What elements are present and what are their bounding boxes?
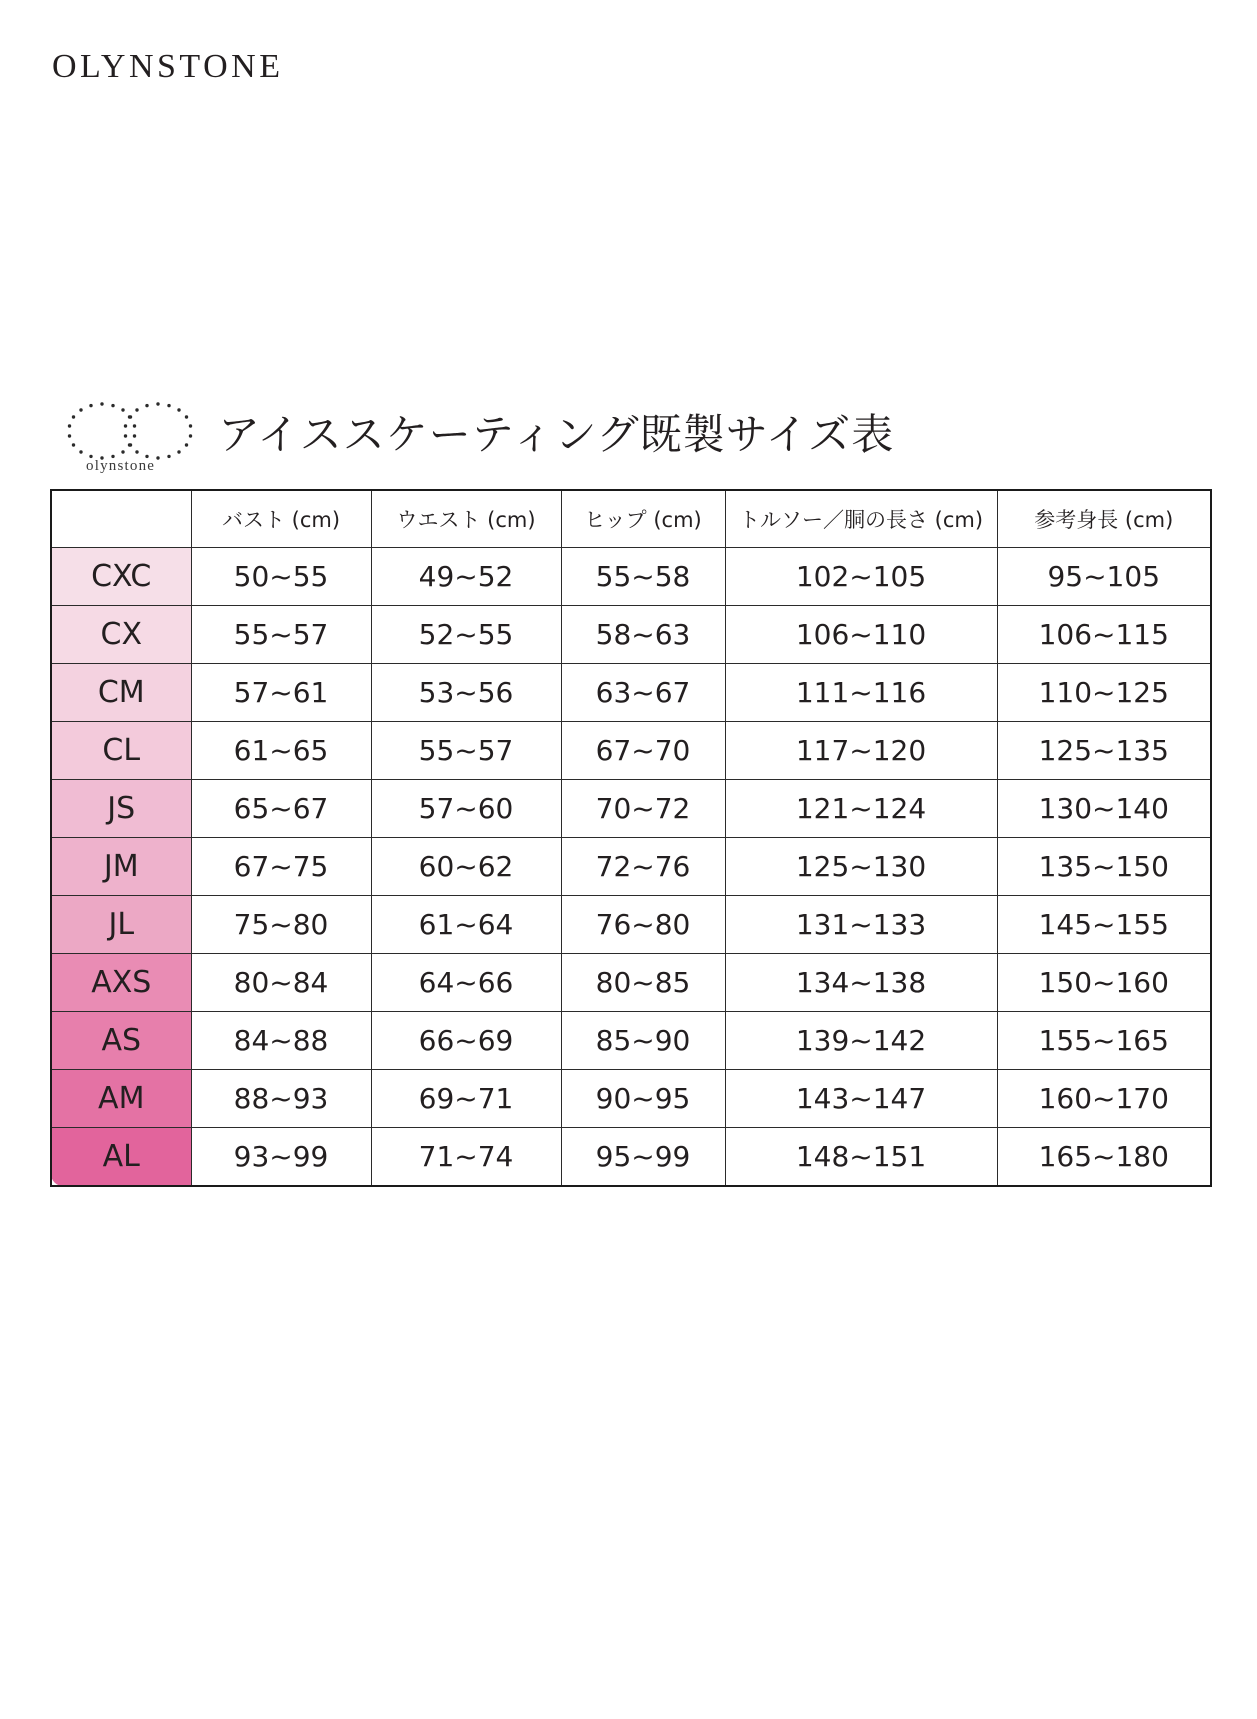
table-row [51, 548, 1211, 606]
bust-cell: 65~67 [191, 780, 371, 838]
torso-cell: 106~110 [725, 606, 997, 664]
hip-cell: 95~99 [561, 1128, 725, 1187]
table-row [51, 1128, 1211, 1187]
size-label-cell: AXS [51, 954, 191, 1012]
table-body [51, 548, 1211, 1187]
torso-cell: 134~138 [725, 954, 997, 1012]
height-cell: 135~150 [997, 838, 1211, 896]
size-label-cell: AM [51, 1070, 191, 1128]
size-label-cell: AS [51, 1012, 191, 1070]
height-cell: 125~135 [997, 722, 1211, 780]
header-cell-height: 参考身長 (cm) [997, 490, 1211, 548]
brand-wordmark: OLYNSTONE [52, 48, 284, 85]
header-cell-size [51, 490, 191, 548]
torso-cell: 111~116 [725, 664, 997, 722]
hip-cell: 72~76 [561, 838, 725, 896]
size-label-cell: CL [51, 722, 191, 780]
waist-cell: 69~71 [371, 1070, 561, 1128]
table-header [51, 490, 1211, 548]
table-header-row [51, 490, 1211, 548]
header-cell-bust: バスト (cm) [191, 490, 371, 548]
torso-cell: 125~130 [725, 838, 997, 896]
bust-cell: 57~61 [191, 664, 371, 722]
torso-cell: 131~133 [725, 896, 997, 954]
height-cell: 95~105 [997, 548, 1211, 606]
table-row [51, 1070, 1211, 1128]
header-cell-hip: ヒップ (cm) [561, 490, 725, 548]
bust-cell: 75~80 [191, 896, 371, 954]
table-row [51, 954, 1211, 1012]
table-row [51, 780, 1211, 838]
torso-cell: 139~142 [725, 1012, 997, 1070]
hip-cell: 85~90 [561, 1012, 725, 1070]
bust-cell: 93~99 [191, 1128, 371, 1187]
table-row [51, 896, 1211, 954]
torso-cell: 148~151 [725, 1128, 997, 1187]
size-label-cell: CM [51, 664, 191, 722]
hip-cell: 90~95 [561, 1070, 725, 1128]
hip-cell: 63~67 [561, 664, 725, 722]
waist-cell: 61~64 [371, 896, 561, 954]
table-row [51, 664, 1211, 722]
height-cell: 110~125 [997, 664, 1211, 722]
hip-cell: 55~58 [561, 548, 725, 606]
torso-cell: 143~147 [725, 1070, 997, 1128]
torso-cell: 121~124 [725, 780, 997, 838]
bust-cell: 88~93 [191, 1070, 371, 1128]
size-chart-container [50, 489, 1210, 1187]
bust-cell: 80~84 [191, 954, 371, 1012]
size-label-cell: AL [51, 1128, 191, 1187]
document-title-row [50, 386, 1210, 478]
table-row [51, 722, 1211, 780]
waist-cell: 55~57 [371, 722, 561, 780]
height-cell: 130~140 [997, 780, 1211, 838]
torso-cell: 102~105 [725, 548, 997, 606]
height-cell: 155~165 [997, 1012, 1211, 1070]
hip-cell: 58~63 [561, 606, 725, 664]
size-label-cell: JL [51, 896, 191, 954]
size-label-cell: CX [51, 606, 191, 664]
height-cell: 160~170 [997, 1070, 1211, 1128]
bust-cell: 50~55 [191, 548, 371, 606]
waist-cell: 52~55 [371, 606, 561, 664]
table-row [51, 1012, 1211, 1070]
hip-cell: 80~85 [561, 954, 725, 1012]
header-cell-torso: トルソー／胴の長さ (cm) [725, 490, 997, 548]
logo-caption: olynstone [86, 458, 156, 474]
page-title: アイススケーティング既製サイズ表 [218, 410, 895, 459]
hip-cell: 76~80 [561, 896, 725, 954]
table-row [51, 606, 1211, 664]
size-label-cell: CXC [51, 548, 191, 606]
bust-cell: 84~88 [191, 1012, 371, 1070]
height-cell: 106~115 [997, 606, 1211, 664]
size-label-cell: JS [51, 780, 191, 838]
hip-cell: 70~72 [561, 780, 725, 838]
bust-cell: 67~75 [191, 838, 371, 896]
size-chart-table [50, 489, 1212, 1187]
waist-cell: 49~52 [371, 548, 561, 606]
bust-cell: 55~57 [191, 606, 371, 664]
size-label-cell: JM [51, 838, 191, 896]
bust-cell: 61~65 [191, 722, 371, 780]
torso-cell: 117~120 [725, 722, 997, 780]
table-row [51, 838, 1211, 896]
waist-cell: 60~62 [371, 838, 561, 896]
waist-cell: 66~69 [371, 1012, 561, 1070]
height-cell: 145~155 [997, 896, 1211, 954]
olynstone-logo [50, 386, 210, 478]
height-cell: 150~160 [997, 954, 1211, 1012]
header-cell-waist: ウエスト (cm) [371, 490, 561, 548]
hip-cell: 67~70 [561, 722, 725, 780]
waist-cell: 53~56 [371, 664, 561, 722]
height-cell: 165~180 [997, 1128, 1211, 1187]
waist-cell: 71~74 [371, 1128, 561, 1187]
waist-cell: 57~60 [371, 780, 561, 838]
waist-cell: 64~66 [371, 954, 561, 1012]
